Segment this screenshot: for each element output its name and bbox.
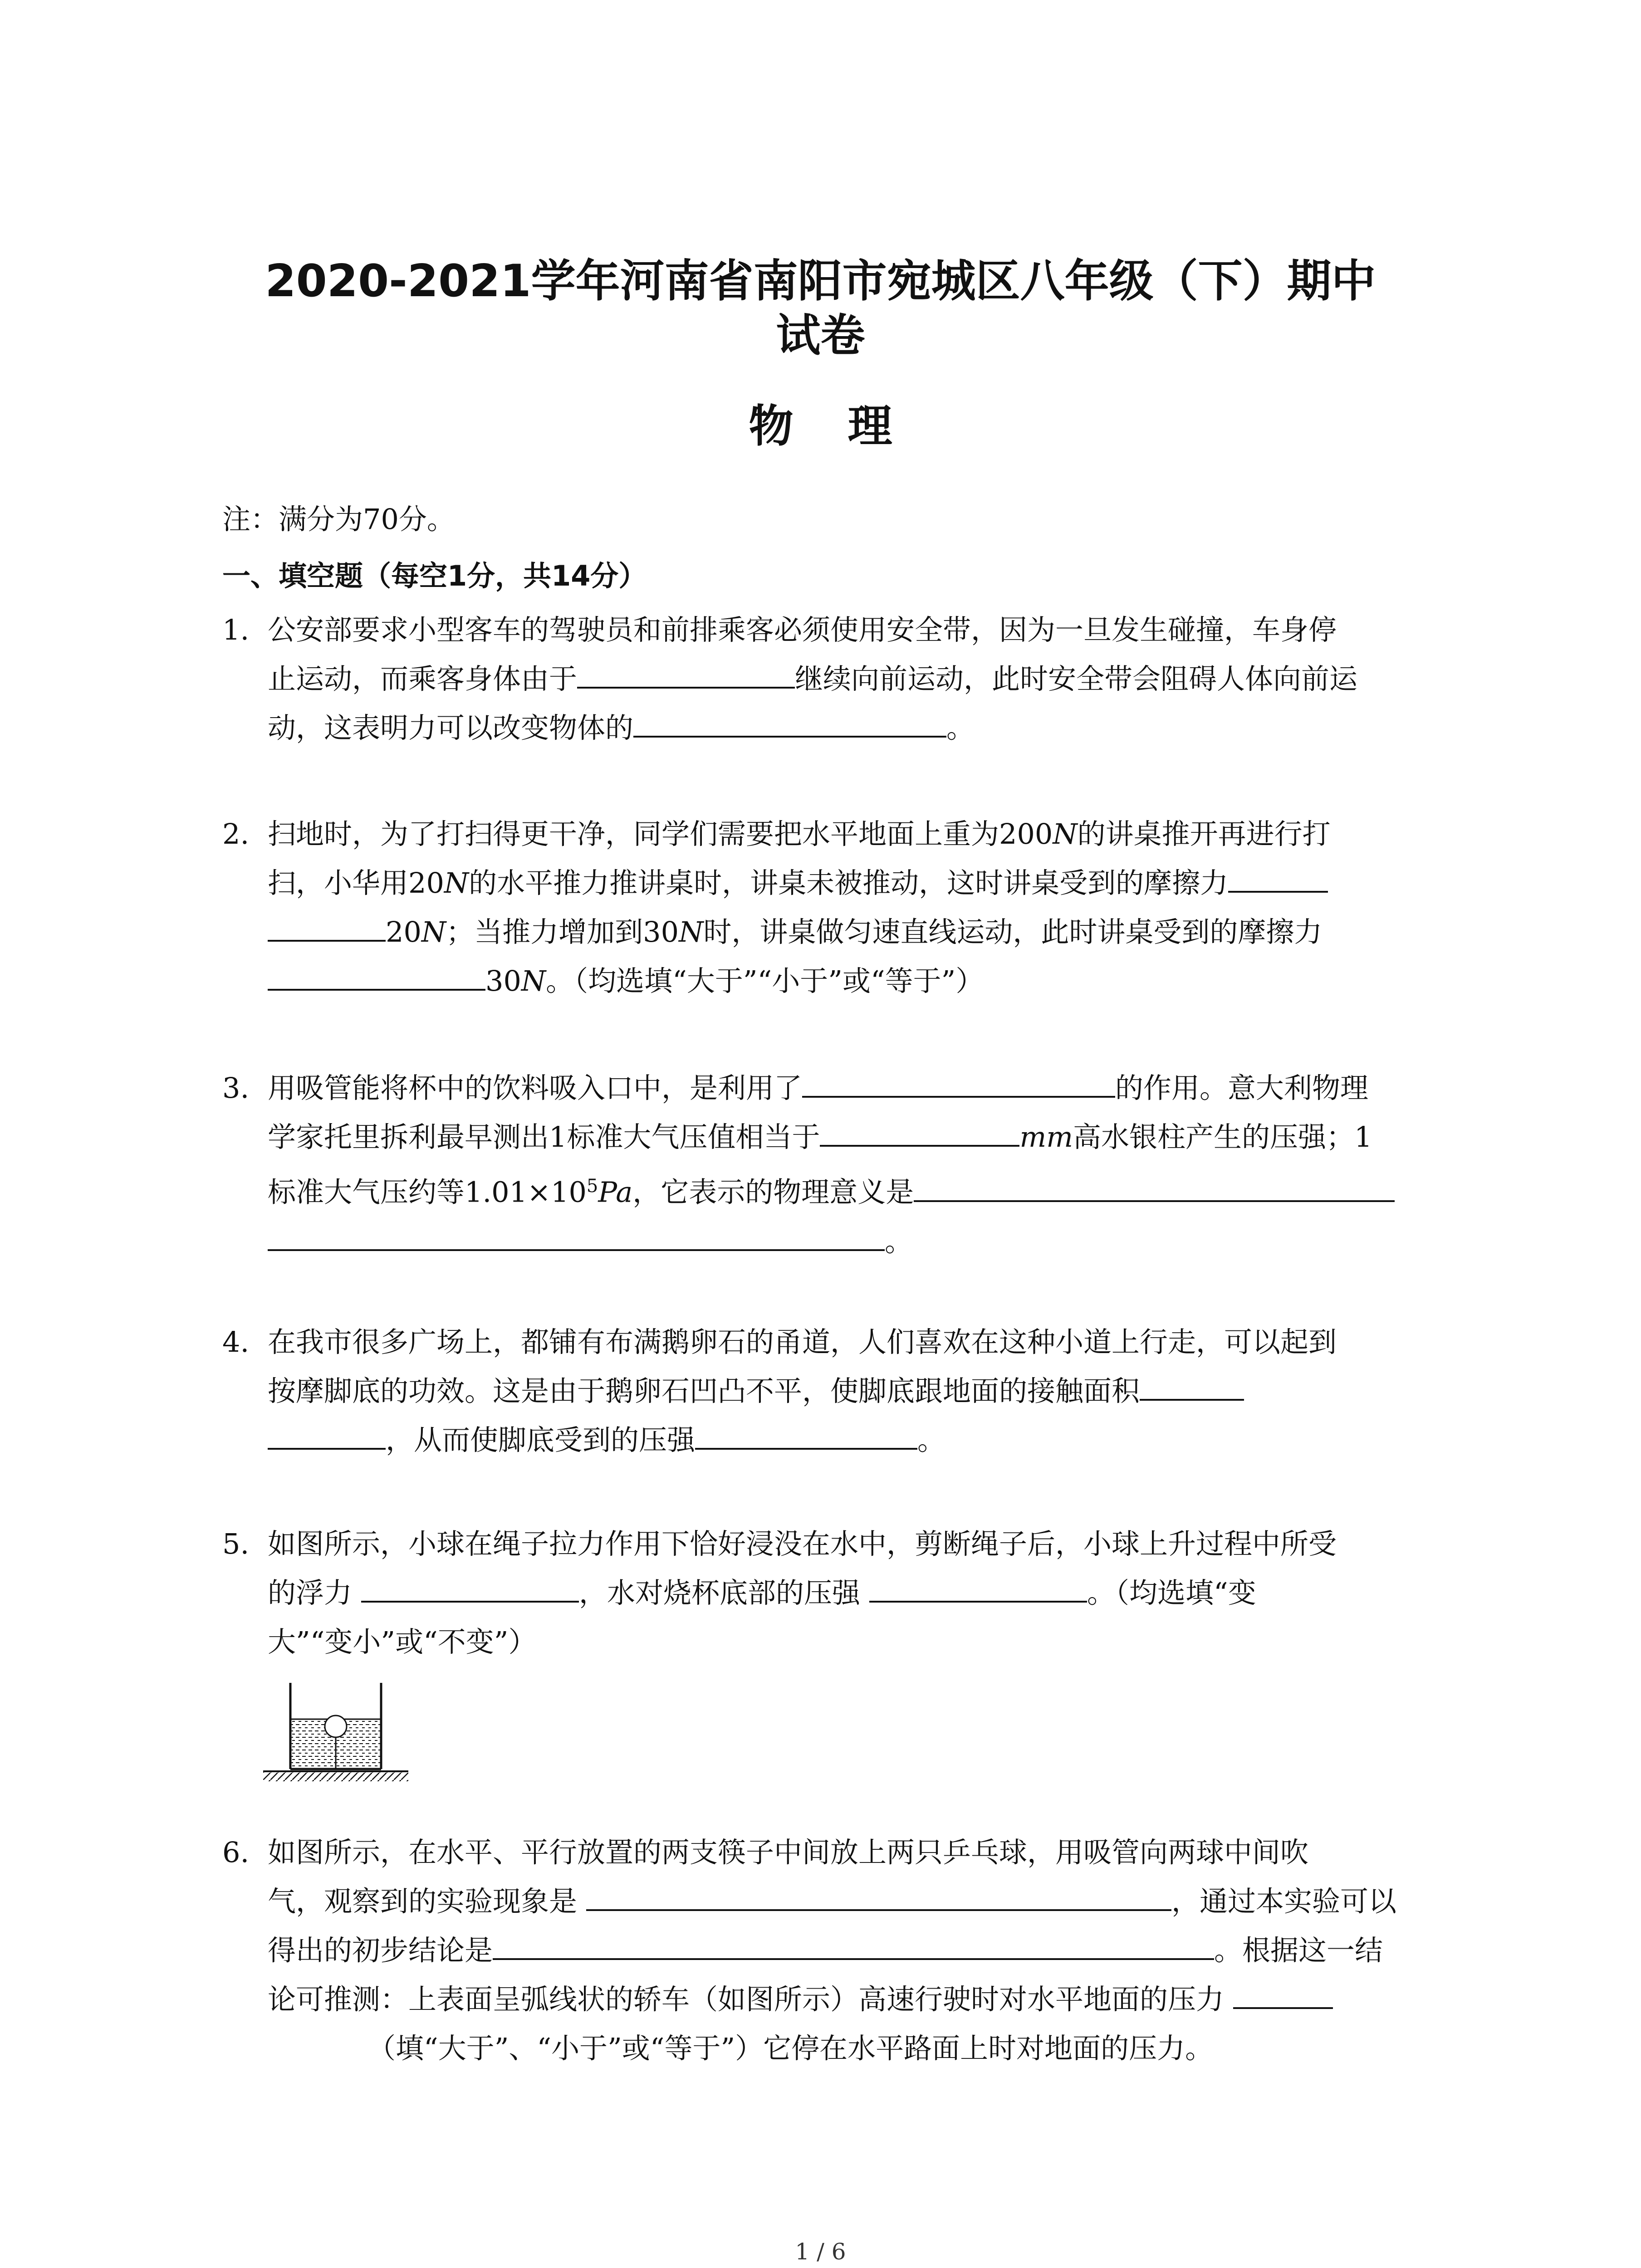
question-text: ，它表示的物理意义是 (632, 1175, 914, 1209)
ball (325, 1716, 347, 1737)
question-text: 按摩脚底的功效。这是由于鹅卵石凹凸不平，使脚底跟地面的接触面积 (268, 1374, 1140, 1408)
unit-symbol: Pa (598, 1175, 633, 1209)
ground-hatch (263, 1772, 408, 1781)
answer-blank[interactable] (869, 1573, 1087, 1603)
answer-blank[interactable] (586, 1881, 1171, 1911)
question-text: 的水平推力推讲桌时，讲桌未被推动，这时讲桌受到的摩擦力 (469, 866, 1229, 899)
answer-blank-continued[interactable] (268, 1420, 386, 1450)
question-text: 大”“变小”或“不变”） (268, 1625, 537, 1658)
question-text: 30 (485, 964, 521, 997)
question-text: 。 (946, 711, 975, 744)
question-text: ；当推力增加到30 (446, 915, 679, 948)
section-heading: 一、填空题（每空1分，共14分） (222, 559, 647, 592)
question-text: 得出的初步结论是 (268, 1934, 493, 1967)
exponent: 5 (586, 1176, 598, 1197)
answer-blank[interactable] (577, 659, 795, 689)
unit-symbol: N (1053, 817, 1078, 850)
question-number: 1. (222, 613, 250, 646)
beaker-ball-figure (263, 1678, 408, 1787)
unit-symbol: mm (1019, 1120, 1073, 1154)
question-text: 。（均选填“变 (1087, 1576, 1256, 1609)
answer-blank[interactable] (1233, 1979, 1333, 2009)
answer-blank[interactable] (695, 1420, 917, 1450)
question-text: （填“大于”、“小于”或“等于”）它停在水平路面上时对地面的压力。 (367, 2032, 1214, 2065)
question-number: 2. (222, 817, 250, 850)
question-text: 。（均选填“大于”“小于”或“等于”） (546, 964, 984, 997)
question-number: 5. (222, 1527, 250, 1560)
question-text: 20 (386, 915, 421, 948)
page-number: 1 / 6 (795, 2239, 846, 2265)
question-text: 扫地时，为了打扫得更干净，同学们需要把水平地面上重为200 (268, 817, 1053, 850)
question-text: 用吸管能将杯中的饮料吸入口中，是利用了 (268, 1071, 803, 1105)
question-text: 如图所示，在水平、平行放置的两支筷子中间放上两只乒乓球，用吸管向两球中间吹 (268, 1836, 1309, 1869)
answer-blank[interactable] (268, 961, 485, 991)
question-text: 论可推测：上表面呈弧线状的轿车（如图所示）高速行驶时对水平地面的压力 (268, 1983, 1225, 2016)
answer-blank[interactable] (361, 1573, 579, 1603)
question-text: 如图所示，小球在绳子拉力作用下恰好浸没在水中，剪断绳子后，小球上升过程中所受 (268, 1527, 1337, 1560)
question-text: 动，这表明力可以改变物体的 (268, 711, 634, 744)
question-2 (222, 810, 1447, 1006)
question-text: 。根据这一结 (1214, 1934, 1383, 1967)
question-text: 学家托里拆利最早测出1标准大气压值相当于 (268, 1120, 820, 1154)
answer-blank[interactable] (1228, 863, 1328, 893)
exam-title-line2: 试卷 (776, 310, 865, 362)
question-text: 的浮力 (268, 1576, 353, 1609)
question-6 (222, 1828, 1447, 2073)
unit-symbol: N (421, 915, 446, 948)
question-text: 的作用。意大利物理 (1115, 1071, 1369, 1105)
question-3 (222, 1064, 1447, 1266)
answer-blank[interactable] (914, 1172, 1395, 1202)
question-text: 高水银柱产生的压强；1 (1073, 1120, 1372, 1154)
answer-blank-continued[interactable] (268, 912, 386, 942)
score-note: 注：满分为70分。 (222, 503, 455, 536)
answer-blank[interactable] (802, 1068, 1115, 1098)
question-text: ，通过本实验可以 (1171, 1885, 1397, 1918)
unit-symbol: N (444, 866, 469, 899)
question-text: 扫，小华用20 (268, 866, 444, 899)
unit-symbol: N (679, 915, 704, 948)
exam-title-line1: 2020-2021学年河南省南阳市宛城区八年级（下）期中 (265, 255, 1376, 307)
question-text: 。 (885, 1224, 913, 1258)
answer-blank[interactable] (1140, 1371, 1244, 1401)
question-text: 时，讲桌做匀速直线运动，此时讲桌受到的摩擦力 (703, 915, 1323, 948)
question-text: 继续向前运动，此时安全带会阻碍人体向前运 (795, 662, 1358, 695)
question-5 (222, 1520, 1447, 1667)
answer-blank[interactable] (820, 1117, 1019, 1147)
question-text: ，水对烧杯底部的压强 (579, 1576, 861, 1609)
question-number: 4. (222, 1325, 250, 1359)
question-4 (222, 1318, 1447, 1465)
unit-symbol: N (521, 964, 546, 997)
question-number: 3. (222, 1071, 250, 1105)
question-1 (222, 606, 1447, 753)
subject-title: 物理 (749, 401, 947, 452)
answer-blank[interactable] (633, 708, 946, 738)
question-text: 的讲桌推开再进行打 (1077, 817, 1331, 850)
question-text: ，从而使脚底受到的压强 (386, 1423, 696, 1457)
question-text: 在我市很多广场上，都铺有布满鹅卵石的甬道，人们喜欢在这种小道上行走，可以起到 (268, 1325, 1337, 1359)
question-number: 6. (222, 1836, 250, 1869)
question-text: 。 (917, 1423, 946, 1457)
question-text: 气，观察到的实验现象是 (268, 1885, 578, 1918)
question-text: 标准大气压约等1.01×10 (268, 1175, 587, 1209)
question-text: 公安部要求小型客车的驾驶员和前排乘客必须使用安全带，因为一旦发生碰撞，车身停 (268, 613, 1337, 646)
answer-blank-continued[interactable] (268, 1221, 885, 1251)
answer-blank[interactable] (493, 1930, 1214, 1960)
question-text: 止运动，而乘客身体由于 (268, 662, 578, 695)
